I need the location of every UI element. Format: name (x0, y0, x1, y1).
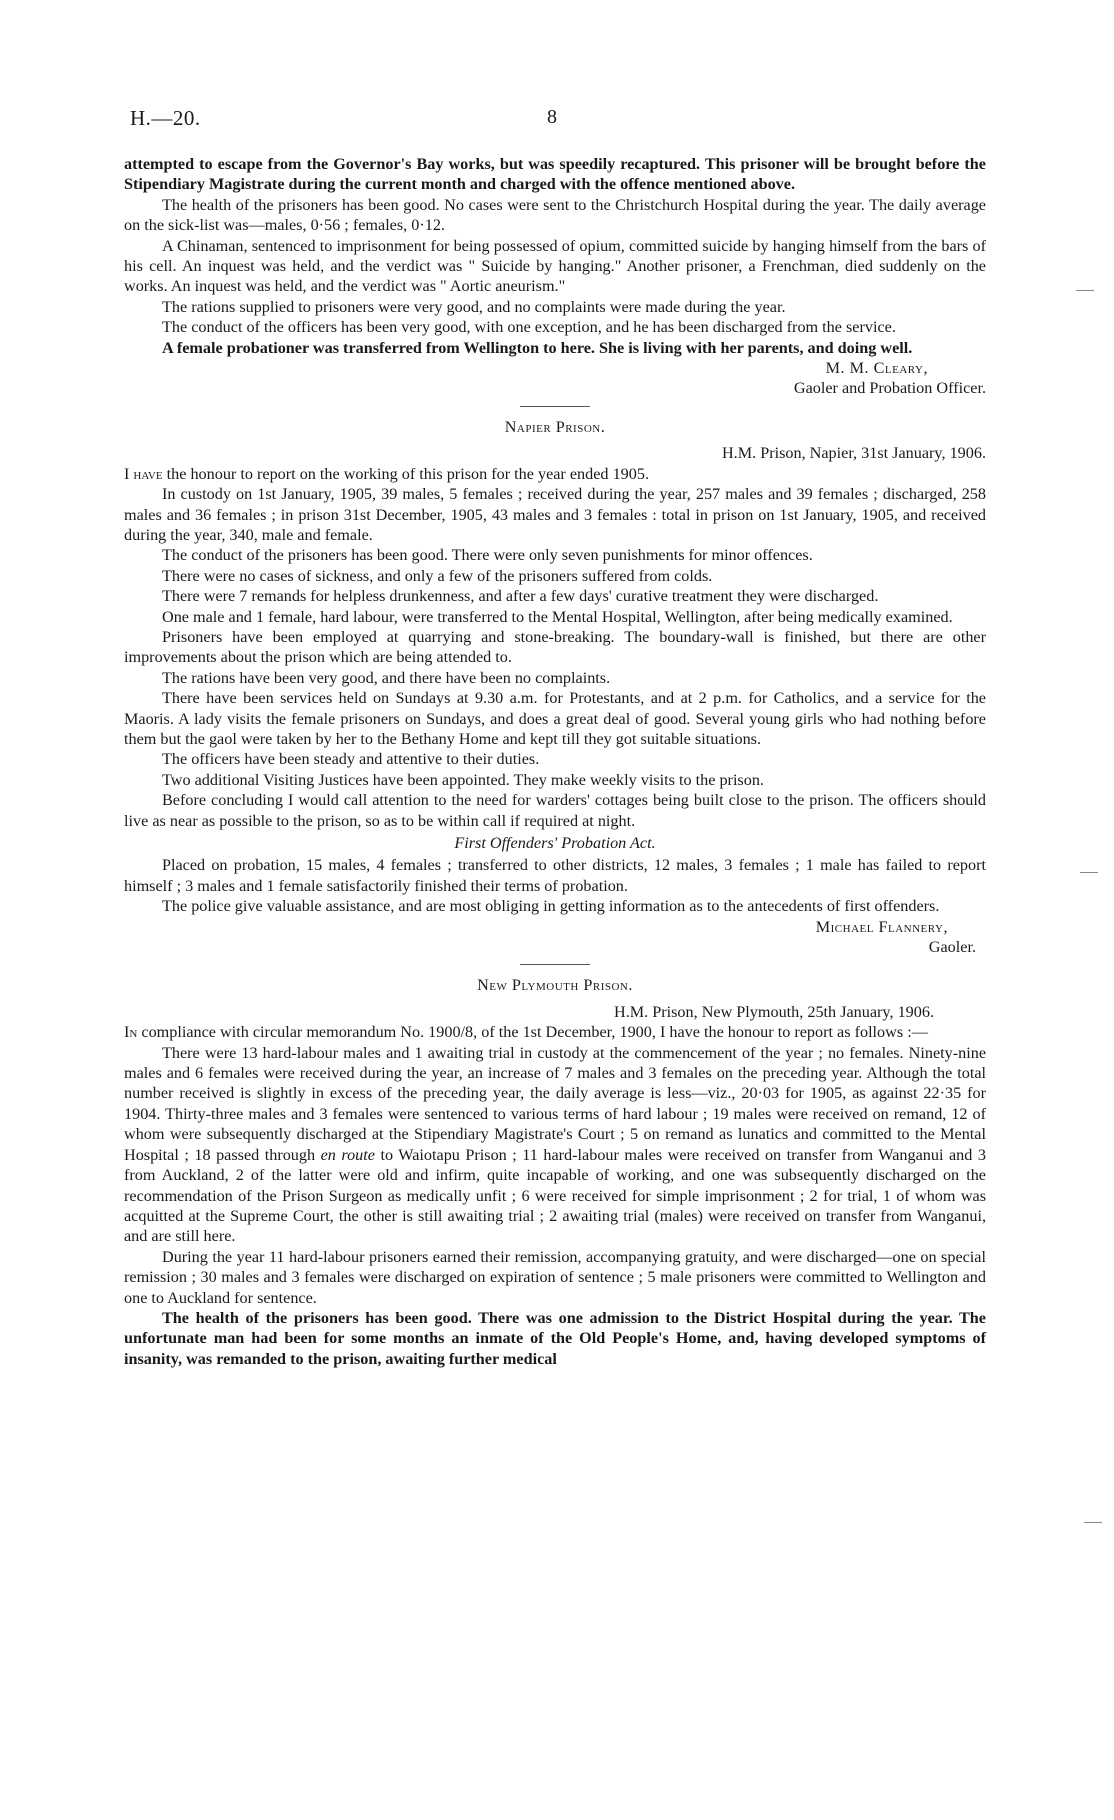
report-paragraph: There were no cases of sickness, and only a few of the prisoners suffered from colds. (162, 566, 713, 585)
margin-mark (1076, 290, 1094, 291)
section-heading: New Plymouth Prison. (477, 976, 633, 995)
section-divider (520, 964, 590, 965)
signature-block (124, 358, 986, 399)
page-body (124, 154, 986, 1369)
report-paragraph: During the year 11 hard-labour prisoners earned their remission, accompanying gratuity, and were discharged—one on special remission ; 30 males and 3 females were discharged on expiration of sentence ; 5 male prisoners were committed to Wellington and one to Auckland for sentence. (124, 1247, 986, 1307)
new-plymouth-prison-report (124, 975, 986, 1369)
napier-prison-report (124, 417, 986, 958)
report-paragraph: The rations have been very good, and there have been no complaints. (162, 668, 611, 687)
opening-lead: I have (124, 464, 163, 483)
report-paragraph: In custody on 1st January, 1905, 39 males, 5 females ; received during the year, 257 males and 39 females ; discharged, 258 males and 36 females ; in prison 31st December, 1905, 43 males and 3 females : total in prison on 1st January, 1905, and received during the year, 340, male and female. (124, 485, 986, 544)
report-paragraph: Prisoners have been employed at quarrying and stone-breaking. The boundary-wall is finished, but there are other improvements about the prison which are being attended to. (124, 627, 986, 667)
opening-paragraph (124, 1022, 986, 1042)
section-heading: Napier Prison. (504, 417, 606, 436)
cleary-report (124, 154, 986, 399)
report-paragraph: Two additional Visiting Justices have been appointed. They make weekly visits to the prison. (162, 770, 764, 789)
document-reference: H.—20. (130, 106, 201, 130)
report-paragraph: Before concluding I would call attention to the need for warders' cottages being built close to the prison. The officers should live as near as possible to the prison, so as to be within call if required at night. (124, 791, 986, 830)
report-paragraph: The officers have been steady and attentive to their duties. (162, 750, 540, 769)
page-number: 8 (547, 106, 557, 128)
page-header (124, 106, 984, 136)
signature-block (124, 917, 986, 958)
report-paragraph: attempted to escape from the Governor's Bay works, but was speedily recaptured. This prisoner will be brought before the Stipendiary Magistrate during the current month and charged with the offence mentioned above. (124, 155, 986, 194)
opening-rest: the honour to report on the working of this prison for the year ended 1905. (162, 464, 649, 483)
signature-title: Gaoler. (928, 938, 976, 957)
opening-paragraph (124, 464, 986, 484)
report-paragraph: A Chinaman, sentenced to imprisonment for being possessed of opium, committed suicide by hanging himself from the bars of his cell. An inquest was held, and the verdict was " Suicide by hanging." Another prisoner, a Frenchman, died suddenly on the works. An inquest was held, and the verdict was " Aortic aneurism." (124, 236, 986, 296)
signature-name: Michael Flannery, (815, 917, 948, 936)
report-paragraph: The rations supplied to prisoners were very good, and no complaints were made during the year. (162, 297, 786, 316)
subheading: First Offenders' Probation Act. (454, 834, 656, 852)
report-paragraph: The health of the prisoners has been good. There was one admission to the District Hospital during the year. The unfortunate man had been for some months an inmate of the Old People's Home, and, having developed symptoms of insanity, was remanded to the prison, awaiting further medical (124, 1308, 986, 1368)
report-paragraph: There were 13 hard-labour males and 1 awaiting trial in custody at the commencement of the year ; no females. Ninety-nine males and 6 females were received during the year, an increase of 7 males and 3 females on the preceding year. Although the total number received is slightly in excess of the preceding year, the daily average is less—viz., 20·03 for 1905, as against 22·35 for 1904. Thirty-three males and 3 females were sentenced to various terms of hard labour ; 19 males were received on remand, 12 of whom were subsequently discharged at the Stipendiary Magistrate's Court ; 5 on remand as lunatics and committed to the Mental Hospital ; 18 passed through en route to Waiotapu Prison ; 11 hard-labour males were received on transfer from Wanganui and 3 from Auckland, 2 of the latter were old and infirm, quite incapable of working, and one was subsequently discharged on the recommendation of the Prison Surgeon as medically unfit ; 6 were received for simple imprisonment ; 2 for trial, 1 of whom was acquitted at the Supreme Court, the other is still awaiting trial ; 2 awaiting trial (males) were received on transfer from Wanganui, and are still here. (124, 1043, 986, 1246)
dateline: H.M. Prison, Napier, 31st January, 1906. (721, 444, 986, 463)
italic-phrase: en route (320, 1145, 375, 1164)
margin-mark (1080, 872, 1098, 873)
report-paragraph: One male and 1 female, hard labour, were transferred to the Mental Hospital, Wellington, after being medically examined. (162, 607, 953, 626)
report-paragraph: The health of the prisoners has been good. No cases were sent to the Christchurch Hospital during the year. The daily average on the sick-list was—males, 0·56 ; females, 0·12. (124, 195, 986, 235)
report-paragraph: Placed on probation, 15 males, 4 females ; transferred to other districts, 12 males, 3 females ; 1 male has failed to report himself ; 3 males and 1 female satisfactorily finished their terms of probation. (124, 856, 986, 895)
opening-rest: compliance with circular memorandum No. 1900/8, of the 1st December, 1900, I have the honour to report as follows :— (137, 1023, 928, 1042)
report-paragraph: There have been services held on Sundays at 9.30 a.m. for Protestants, and at 2 p.m. for Catholics, and a service for the Maoris. A lady visits the female prisoners on Sundays, and does a great deal of good. Several young girls who had nothing before them but the gaol were taken by her to the Bethany Home and kept till they got suitable situations. (124, 689, 986, 748)
report-paragraph: The police give valuable assistance, and are most obliging in getting information as to the antecedents of first offenders. (162, 897, 940, 916)
signature-title: Gaoler and Probation Officer. (793, 379, 986, 398)
opening-lead: In (124, 1023, 138, 1042)
margin-mark (1084, 1522, 1102, 1523)
section-divider (520, 406, 590, 407)
report-paragraph: There were 7 remands for helpless drunkenness, and after a few days' curative treatment they were discharged. (162, 587, 879, 606)
report-paragraph: The conduct of the prisoners has been good. There were only seven punishments for minor offences. (162, 546, 813, 565)
dateline: H.M. Prison, New Plymouth, 25th January, 1906. (614, 1002, 934, 1021)
report-paragraph: A female probationer was transferred from Wellington to here. She is living with her parents, and doing well. (162, 338, 913, 357)
report-paragraph: The conduct of the officers has been very good, with one exception, and he has been discharged from the service. (162, 318, 896, 337)
signature-name: M. M. Cleary, (825, 359, 928, 378)
